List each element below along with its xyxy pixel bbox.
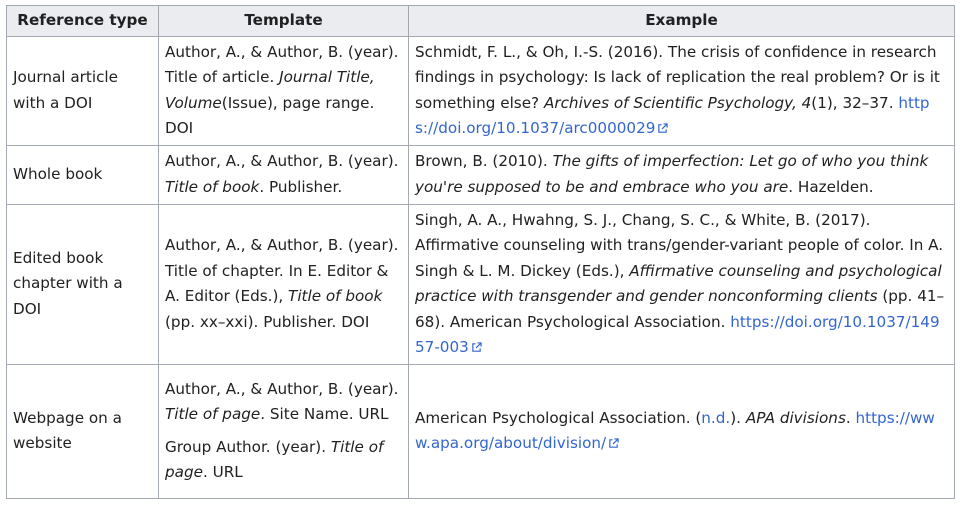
example-italic: The gifts of imperfection: Let go of who you think you're supposed to be and embrace who you are (415, 152, 929, 196)
template-text: (Issue), page range. DOI (165, 93, 375, 137)
example-text: ). (730, 408, 746, 427)
reference-type-cell: Edited book chapter with a DOI (7, 204, 159, 364)
template-italic: Title of book (165, 177, 260, 196)
example-text: . Hazelden. (788, 177, 874, 196)
template-text: Group Author. (year). (165, 437, 331, 456)
example-italic: Archives of Scientific Psychology, 4 (543, 93, 812, 112)
template-text: Author, A., & Author, B. (year). Title of chapter. In E. Editor & A. Editor (Eds.), (165, 236, 399, 305)
template-text: . Publisher. (259, 177, 343, 196)
template-text: Author, A., & Author, B. (year). (165, 152, 399, 170)
reference-type-cell: Whole book (7, 145, 159, 204)
doi-link[interactable]: https://doi.org/10.1037/14957-003 (415, 312, 940, 356)
example-italic: Affirmative counseling and psychological practice with transgender and gender nonconforming clients (415, 261, 942, 305)
template-italic: Journal Title, Volume (165, 68, 375, 112)
doi-link[interactable]: https://doi.org/10.1037/arc0000029 (415, 93, 930, 137)
table-row (7, 36, 955, 145)
external-link-icon (608, 438, 619, 449)
template-italic: Title of page (165, 437, 384, 481)
template-text: . Site Name. URL (260, 405, 389, 423)
external-link-icon (471, 342, 482, 353)
template-italic: Title of page (165, 405, 261, 423)
header-reference-type: Reference type (7, 6, 159, 37)
url-link[interactable]: https://www.apa.org/about/division/ (415, 408, 935, 452)
table-row (7, 364, 955, 498)
template-text: (pp. xx–xxi). Publisher. DOI (165, 312, 370, 331)
example-cell (409, 145, 955, 204)
template-text: Author, A., & Author, B. (year). Title of article. (165, 42, 399, 86)
template-text: Author, A., & Author, B. (year). (165, 379, 399, 398)
example-cell (409, 36, 955, 145)
reference-table (6, 5, 955, 499)
example-italic: APA divisions (745, 408, 846, 427)
example-text: . (845, 408, 856, 427)
nd-link[interactable]: n.d. (701, 408, 731, 427)
template-alt-paragraph (165, 435, 402, 486)
template-cell (159, 36, 409, 145)
template-text: . URL (202, 463, 243, 481)
example-text: Brown, B. (2010). (415, 152, 553, 170)
reference-type-cell: Webpage on a website (7, 364, 159, 498)
reference-type-cell: Journal article with a DOI (7, 36, 159, 145)
external-link-icon (657, 123, 668, 134)
template-cell (159, 145, 409, 204)
template-cell (159, 204, 409, 364)
header-example: Example (409, 6, 955, 37)
template-cell (159, 364, 409, 498)
header-row (7, 6, 955, 37)
example-text: Schmidt, F. L., & Oh, I.-S. (2016). The crisis of confidence in research findings in psychology: Is lack of replication the real problem? Or is it something else? (415, 42, 940, 112)
example-cell (409, 364, 955, 498)
template-italic: Title of book (288, 287, 383, 305)
example-text: Singh, A. A., Hwahng, S. J., Chang, S. C., & White, B. (2017). Affirmative counseling with trans/gender-variant people of color. In A. Singh & L. M. Dickey (Eds.), (415, 210, 944, 280)
example-text: American Psychological Association. ( (415, 408, 702, 427)
table-row (7, 145, 955, 204)
example-text: (1), 32–37. (811, 93, 899, 112)
header-template: Template (159, 6, 409, 37)
table-row (7, 204, 955, 364)
example-text: (pp. 41–68). American Psychological Association. (415, 287, 945, 331)
example-cell (409, 204, 955, 364)
